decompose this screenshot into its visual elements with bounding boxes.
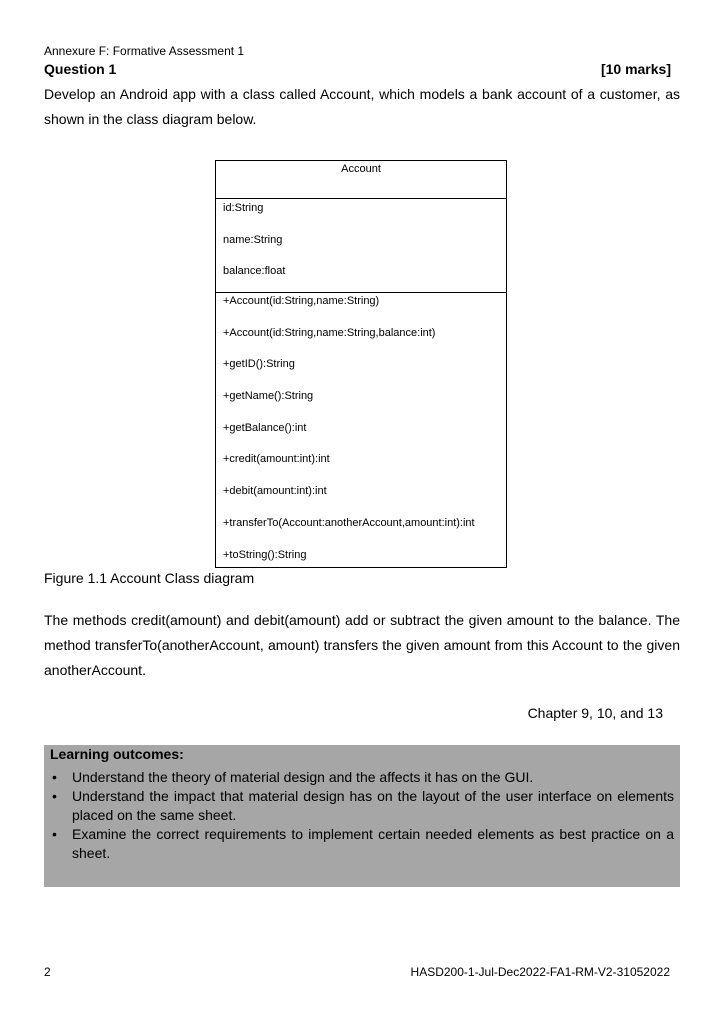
method-item: +Account(id:String,name:String) [223, 295, 380, 307]
question-title: Question 1 [44, 61, 117, 77]
page-number: 2 [44, 965, 51, 979]
learning-outcomes-list [50, 768, 674, 863]
attribute-item: id:String [223, 202, 264, 214]
class-methods [216, 293, 506, 578]
class-attributes [216, 199, 506, 293]
chapter-reference: Chapter 9, 10, and 13 [527, 705, 663, 721]
list-item [50, 768, 674, 787]
learning-outcome-text: Understand the impact that material design has on the layout of the user interface on elements placed on the same sheet. [72, 788, 674, 823]
list-item [50, 825, 674, 863]
method-item: +getID():String [223, 358, 295, 371]
bullet-icon: • [52, 769, 57, 785]
figure-caption: Figure 1.1 Account Class diagram [44, 570, 255, 586]
method-item: +toString():String [223, 548, 307, 561]
intro-paragraph: Develop an Android app with a class called Account, which models a bank account of a customer, as shown in the class diagram below. [44, 86, 680, 127]
method-item: +getName():String [223, 390, 314, 403]
attribute-item: name:String [223, 233, 283, 246]
bullet-icon: • [52, 788, 57, 804]
bullet-icon: • [52, 826, 57, 842]
attribute-item: balance:float [223, 265, 286, 277]
list-item [50, 787, 674, 825]
method-item: +Account(id:String,name:String,balance:int) [223, 326, 436, 339]
annexure-note: Annexure F: Formative Assessment 1 [44, 44, 245, 58]
class-name: Account [216, 161, 506, 199]
description-paragraph: The methods credit(amount) and debit(amount) add or subtract the given amount to the balance. The method transferTo(anotherAccount, amount) transfers the given amount from this Account to the given anotherAccount. [44, 612, 680, 678]
document-code: HASD200-1-Jul-Dec2022-FA1-RM-V2-31052022 [410, 965, 670, 979]
learning-outcome-text: Examine the correct requirements to implement certain needed elements as best practice on a sheet. [72, 826, 674, 861]
learning-outcomes-box [44, 745, 680, 887]
method-item: +transferTo(Account:anotherAccount,amount:int):int [223, 516, 475, 529]
learning-outcomes-title: Learning outcomes: [50, 746, 184, 762]
class-diagram [215, 160, 507, 568]
learning-outcome-text: Understand the theory of material design and the affects it has on the GUI. [72, 769, 534, 785]
method-item: +getBalance():int [223, 421, 307, 434]
method-item: +credit(amount:int):int [223, 453, 330, 466]
question-marks: [10 marks] [600, 61, 671, 77]
method-item: +debit(amount:int):int [223, 485, 327, 498]
